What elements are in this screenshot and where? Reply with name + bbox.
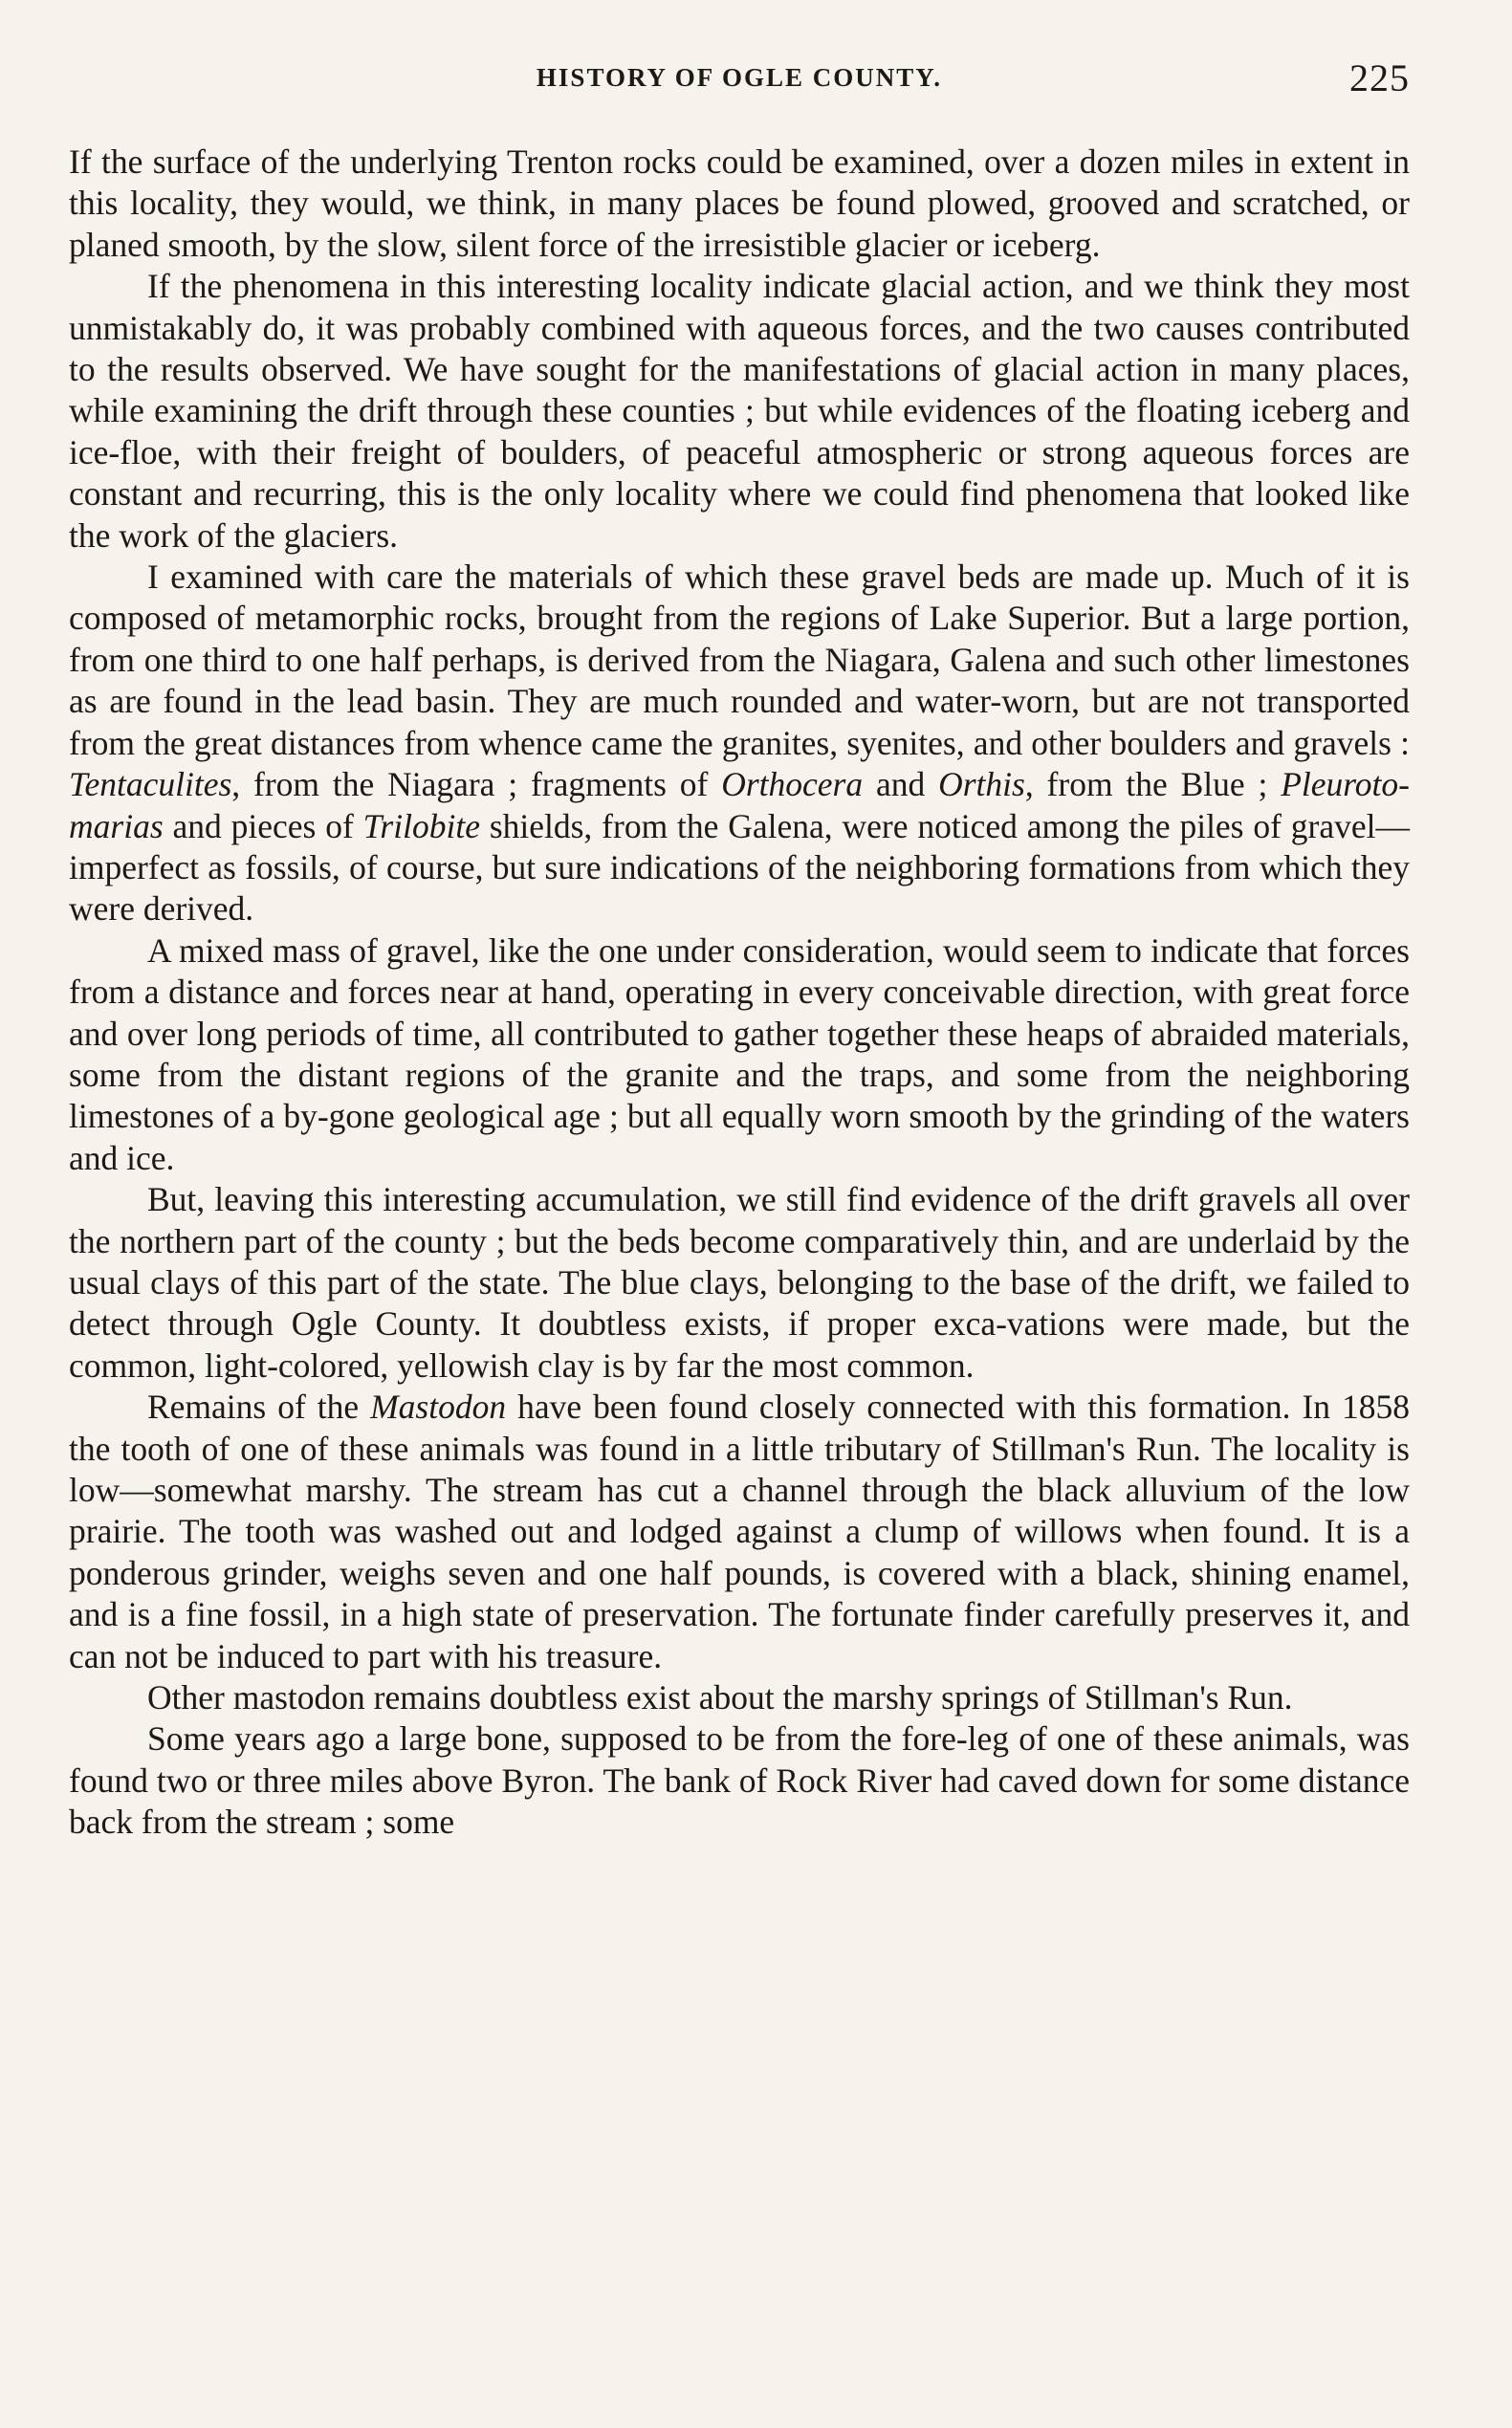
- text-span: , from the Blue ;: [1024, 765, 1282, 804]
- fossil-name-pleurotomarias: Pleuroto-marias: [69, 765, 1410, 845]
- paragraph-8: [69, 1718, 1410, 1843]
- text-span: A mixed mass of gravel, like the one under consideration, would seem to indicate that forces from a distance and forces near at hand, operating in every conceivable direction, with great force and over long periods of time, all contributed to gather together these heaps of abraided materials, some from the distant regions of the granite and the traps, and some from the neighboring limestones of a by-gone geological age ; but all equally worn smooth by the grinding of the waters and ice.: [69, 930, 1410, 1177]
- fossil-name-orthocera: Orthocera: [721, 765, 864, 804]
- paragraph-5: [69, 1179, 1410, 1387]
- text-span: shields, from the Galena, were noticed among the piles of gravel—imperfect as fossils, of course, but sure indications of the neighboring formations from which they were derived.: [69, 806, 1411, 929]
- text-span: and: [863, 765, 939, 804]
- paragraph-7: [69, 1677, 1410, 1718]
- text-span: I examined with care the materials of which these gravel beds are made up. Much of it is composed of metamorphic rocks, brought from the regions of Lake Superior. But a large portion, from one third to one half perhaps, is derived from the Niagara, Galena and such other limestones as are found in the lead basin. They are much rounded and water-worn, but are not transported from the great distances from whence came the granites, syenites, and other boulders and gravels :: [69, 558, 1410, 762]
- text-span: Other mastodon remains doubtless exist about the marshy springs of Stillman's Run.: [147, 1678, 1293, 1717]
- text-span: Remains of the: [147, 1388, 371, 1427]
- fossil-name-trilobite: Trilobite: [362, 806, 480, 845]
- paragraph-3: [69, 557, 1410, 930]
- fossil-name-mastodon: Mastodon: [370, 1388, 507, 1427]
- paragraph-4: [69, 930, 1410, 1179]
- text-span: , from the Niagara ; fragments of: [231, 765, 722, 804]
- text-span: Some years ago a large bone, supposed to be from the fore-leg of one of these animals, was found two or three miles above Byron. The bank of Rock River had caved down for some distance back from the stream ; some: [69, 1719, 1410, 1842]
- text-span: If the surface of the underlying Trenton rocks could be examined, over a dozen miles in extent in this locality, they would, we think, in many places be found plowed, grooved and scratched, or planed smooth, by the slow, silent force of the irresistible glacier or iceberg.: [69, 142, 1410, 264]
- fossil-name-orthis: Orthis: [938, 765, 1025, 804]
- paragraph-1: [69, 142, 1410, 266]
- text-span: have been found closely connected with this formation. In 1858 the tooth of one of these animals was found in a little tributary of Stillman's Run. The locality is low—somewhat marshy. The stream has cut a channel through the black alluvium of the low prairie. The tooth was washed out and lodged against a clump of willows when found. It is a ponderous grinder, weighs seven and one half pounds, is covered with a black, shining enamel, and is a fine fossil, in a high state of preservation. The fortunate finder carefully preserves it, and can not be induced to part with his treasure.: [69, 1388, 1410, 1675]
- text-span: and pieces of: [163, 806, 363, 845]
- fossil-name-tentaculites: Tentaculites: [69, 765, 232, 804]
- running-title: HISTORY OF OGLE COUNTY.: [536, 63, 943, 92]
- running-head: [69, 55, 1410, 101]
- paragraph-6: [69, 1387, 1410, 1677]
- body-text: [69, 142, 1410, 1844]
- page-number: 225: [1349, 56, 1410, 99]
- paragraph-2: [69, 266, 1410, 557]
- text-span: But, leaving this interesting accumulation, we still find evidence of the drift gravels all over the northern part of the county ; but the beds become comparatively thin, and are underlaid by the usual clays of this part of the state. The blue clays, belonging to the base of the drift, we failed to detect through Ogle County. It doubtless exists, if proper exca-vations were made, but the common, light-colored, yellowish clay is by far the most common.: [69, 1180, 1410, 1385]
- text-span: If the phenomena in this interesting locality indicate glacial action, and we think they most unmistakably do, it was probably combined with aqueous forces, and the two causes contributed to the results observed. We have sought for the manifestations of glacial action in many places, while examining the drift through these counties ; but while evidences of the floating iceberg and ice-floe, with their freight of boulders, of peaceful atmospheric or strong aqueous forces are constant and recurring, this is the only locality where we could find phenomena that looked like the work of the glaciers.: [69, 267, 1410, 555]
